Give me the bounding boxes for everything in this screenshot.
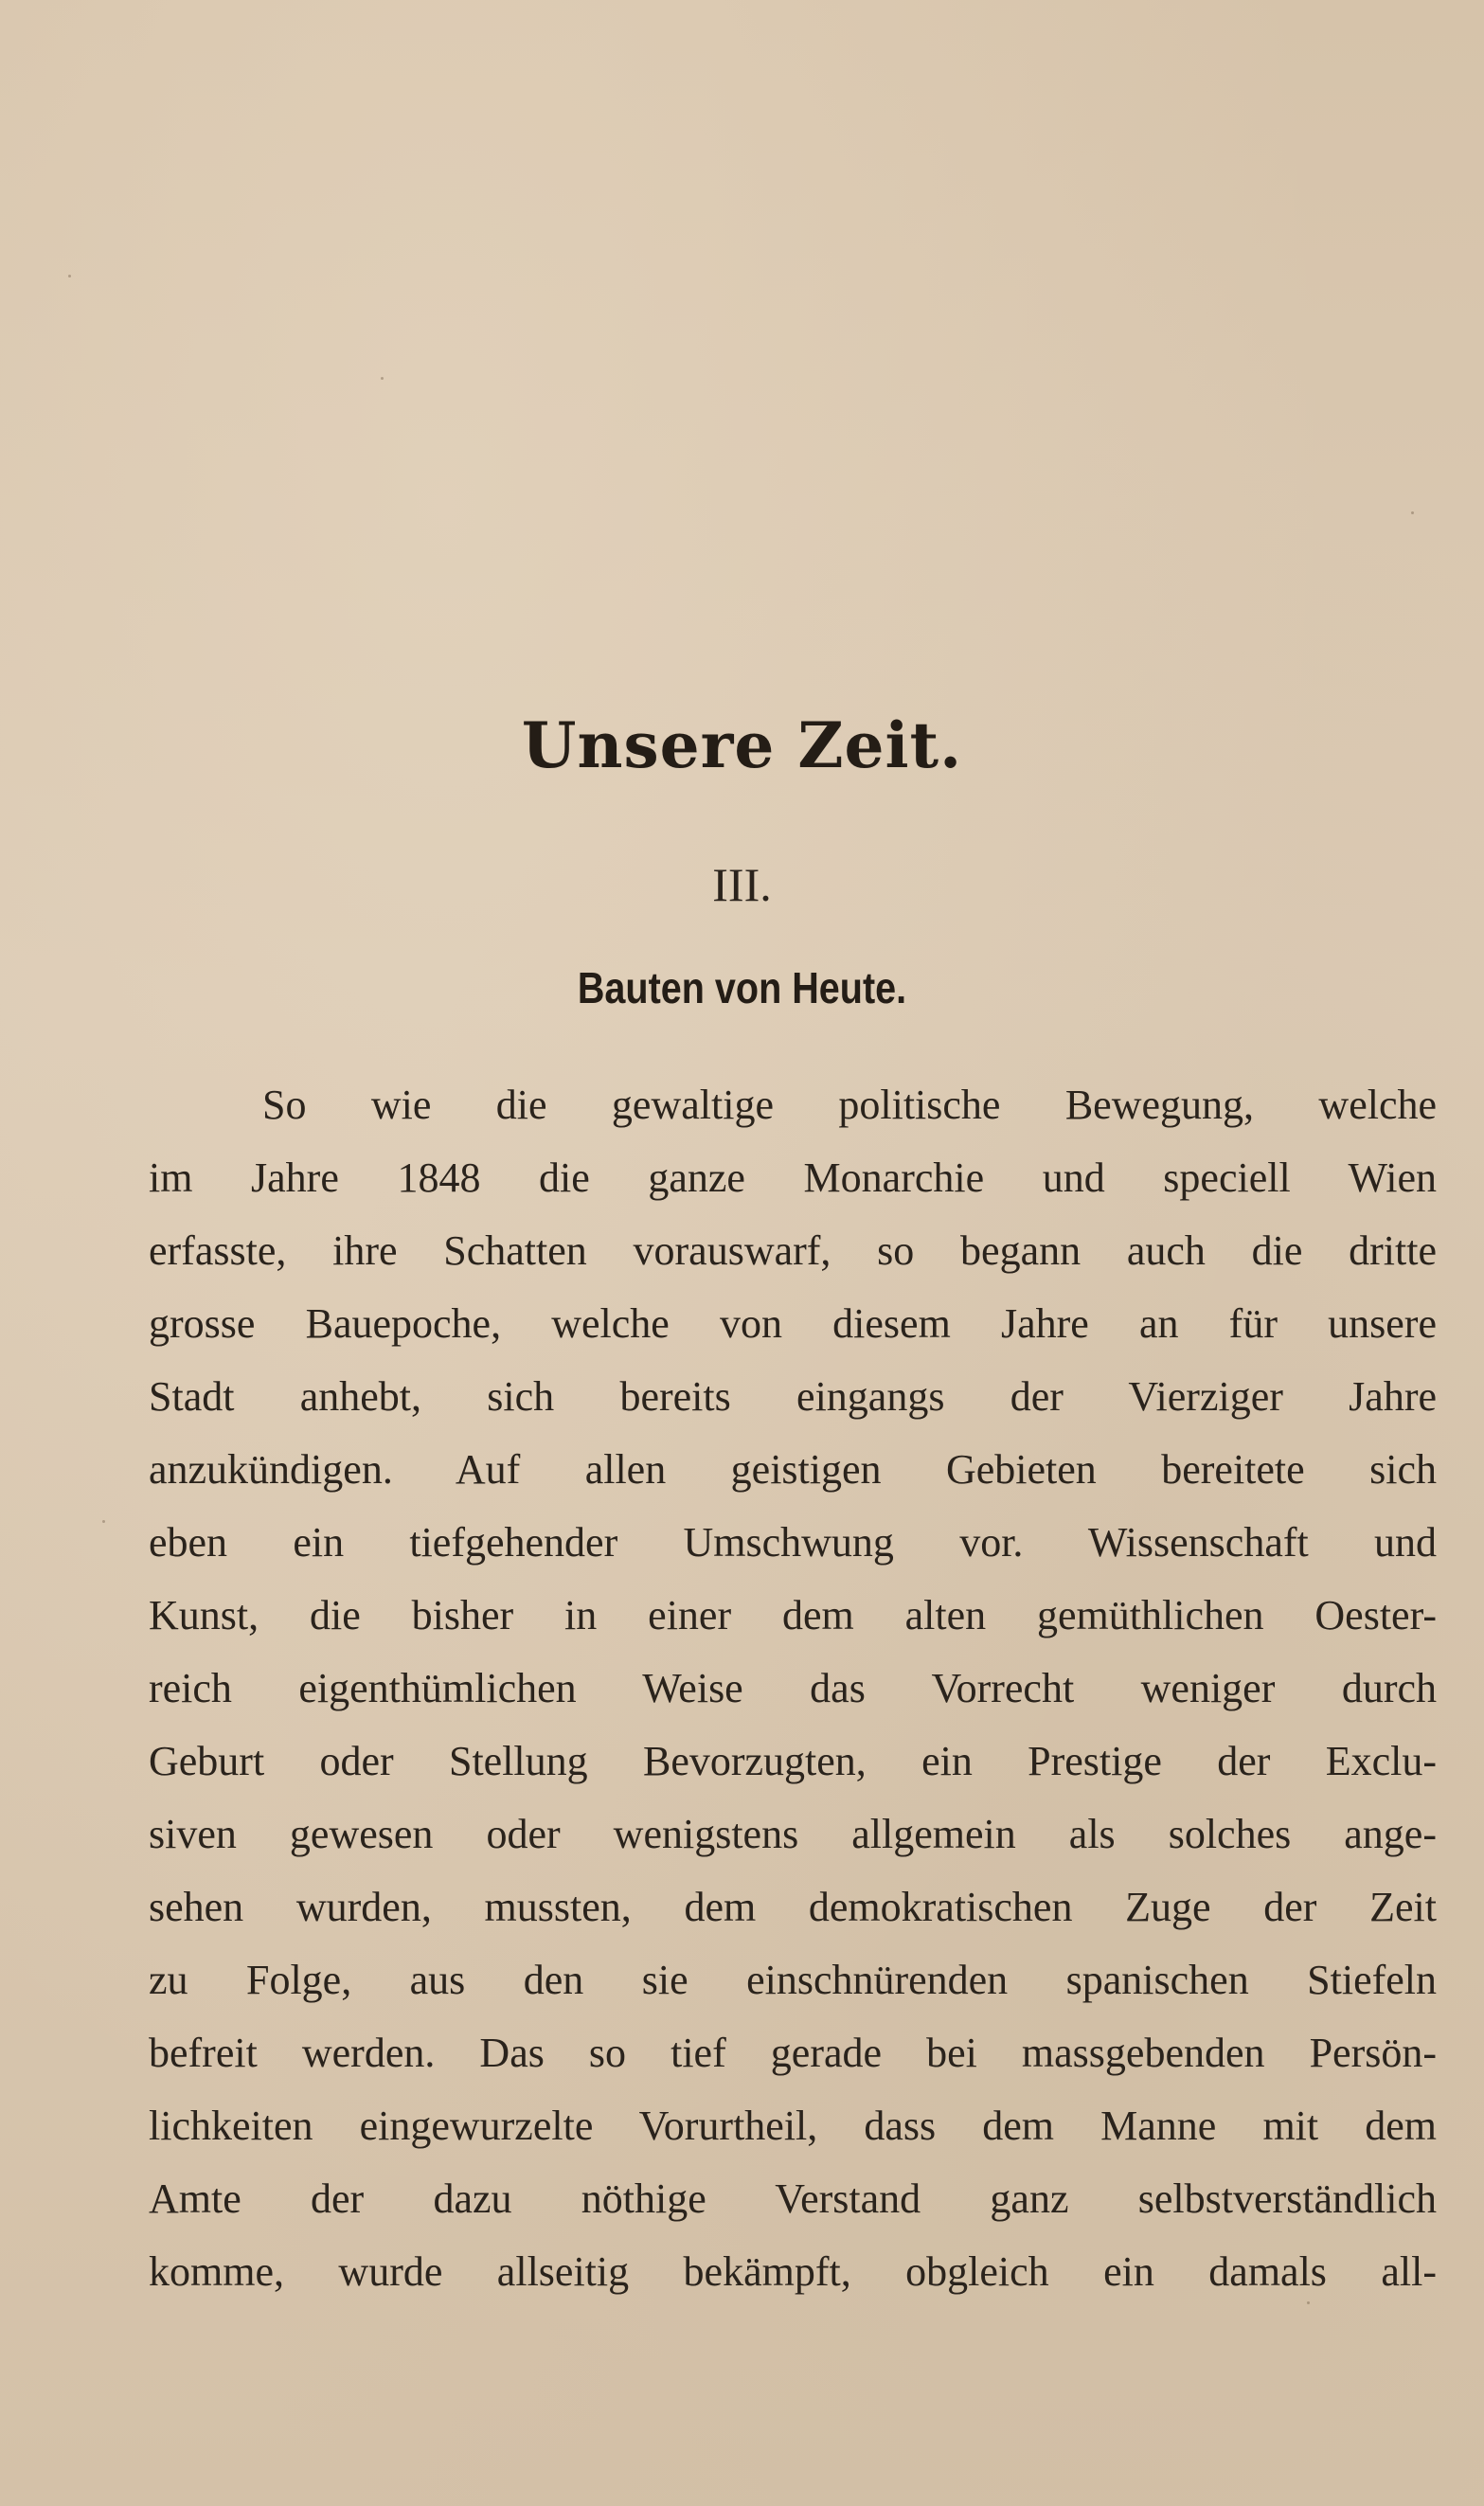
text-line: komme, wurde allseitig bekämpft, obgleich ein damals all- [149, 2248, 1437, 2295]
text-line: siven gewesen oder wenigstens allgemein als solches ange- [149, 1811, 1437, 1857]
text-line: Geburt oder Stellung Bevorzugten, ein Prestige der Exclu- [149, 1738, 1437, 1784]
chapter-subtitle: Bauten von Heute. [577, 963, 907, 1012]
text-line: anzukündigen. Auf allen geistigen Gebieten bereitete sich [149, 1446, 1437, 1493]
text-line: zu Folge, aus den sie einschnürenden spanischen Stiefeln [149, 1957, 1437, 2003]
text-line: grosse Bauepoche, welche von diesem Jahre an für unsere [149, 1300, 1437, 1347]
text-line: sehen wurden, mussten, dem demokratischen Zuge der Zeit [149, 1884, 1437, 1930]
chapter-title: Unsere Zeit. [521, 708, 963, 782]
text-line: Stadt anhebt, sich bereits eingangs der Vierziger Jahre [149, 1373, 1437, 1420]
paper-speck [1411, 511, 1414, 514]
text-line: erfasste, ihre Schatten vorauswarf, so begann auch die dritte [149, 1227, 1437, 1274]
text-line: befreit werden. Das so tief gerade bei massgebenden Persön- [149, 2030, 1437, 2076]
text-line: So wie die gewaltige politische Bewegung, welche [262, 1082, 1437, 1128]
paper-speck [102, 1520, 105, 1523]
paper-speck [1307, 2301, 1310, 2304]
text-line: Amte der dazu nöthige Verstand ganz selbstverständlich [149, 2175, 1437, 2222]
text-line: reich eigenthümlichen Weise das Vorrecht weniger durch [149, 1665, 1437, 1711]
chapter-number: III. [712, 858, 772, 911]
text-line: lichkeiten eingewurzelte Vorurtheil, dass dem Manne mit dem [149, 2103, 1437, 2149]
text-line: Kunst, die bisher in einer dem alten gemüthlichen Oester- [149, 1592, 1437, 1638]
body-paragraph [149, 1068, 1437, 2308]
paper-speck [381, 377, 384, 380]
text-line: eben ein tiefgehender Umschwung vor. Wissenschaft und [149, 1519, 1437, 1566]
text-line: im Jahre 1848 die ganze Monarchie und speciell Wien [149, 1155, 1437, 1201]
paper-speck [68, 275, 71, 277]
